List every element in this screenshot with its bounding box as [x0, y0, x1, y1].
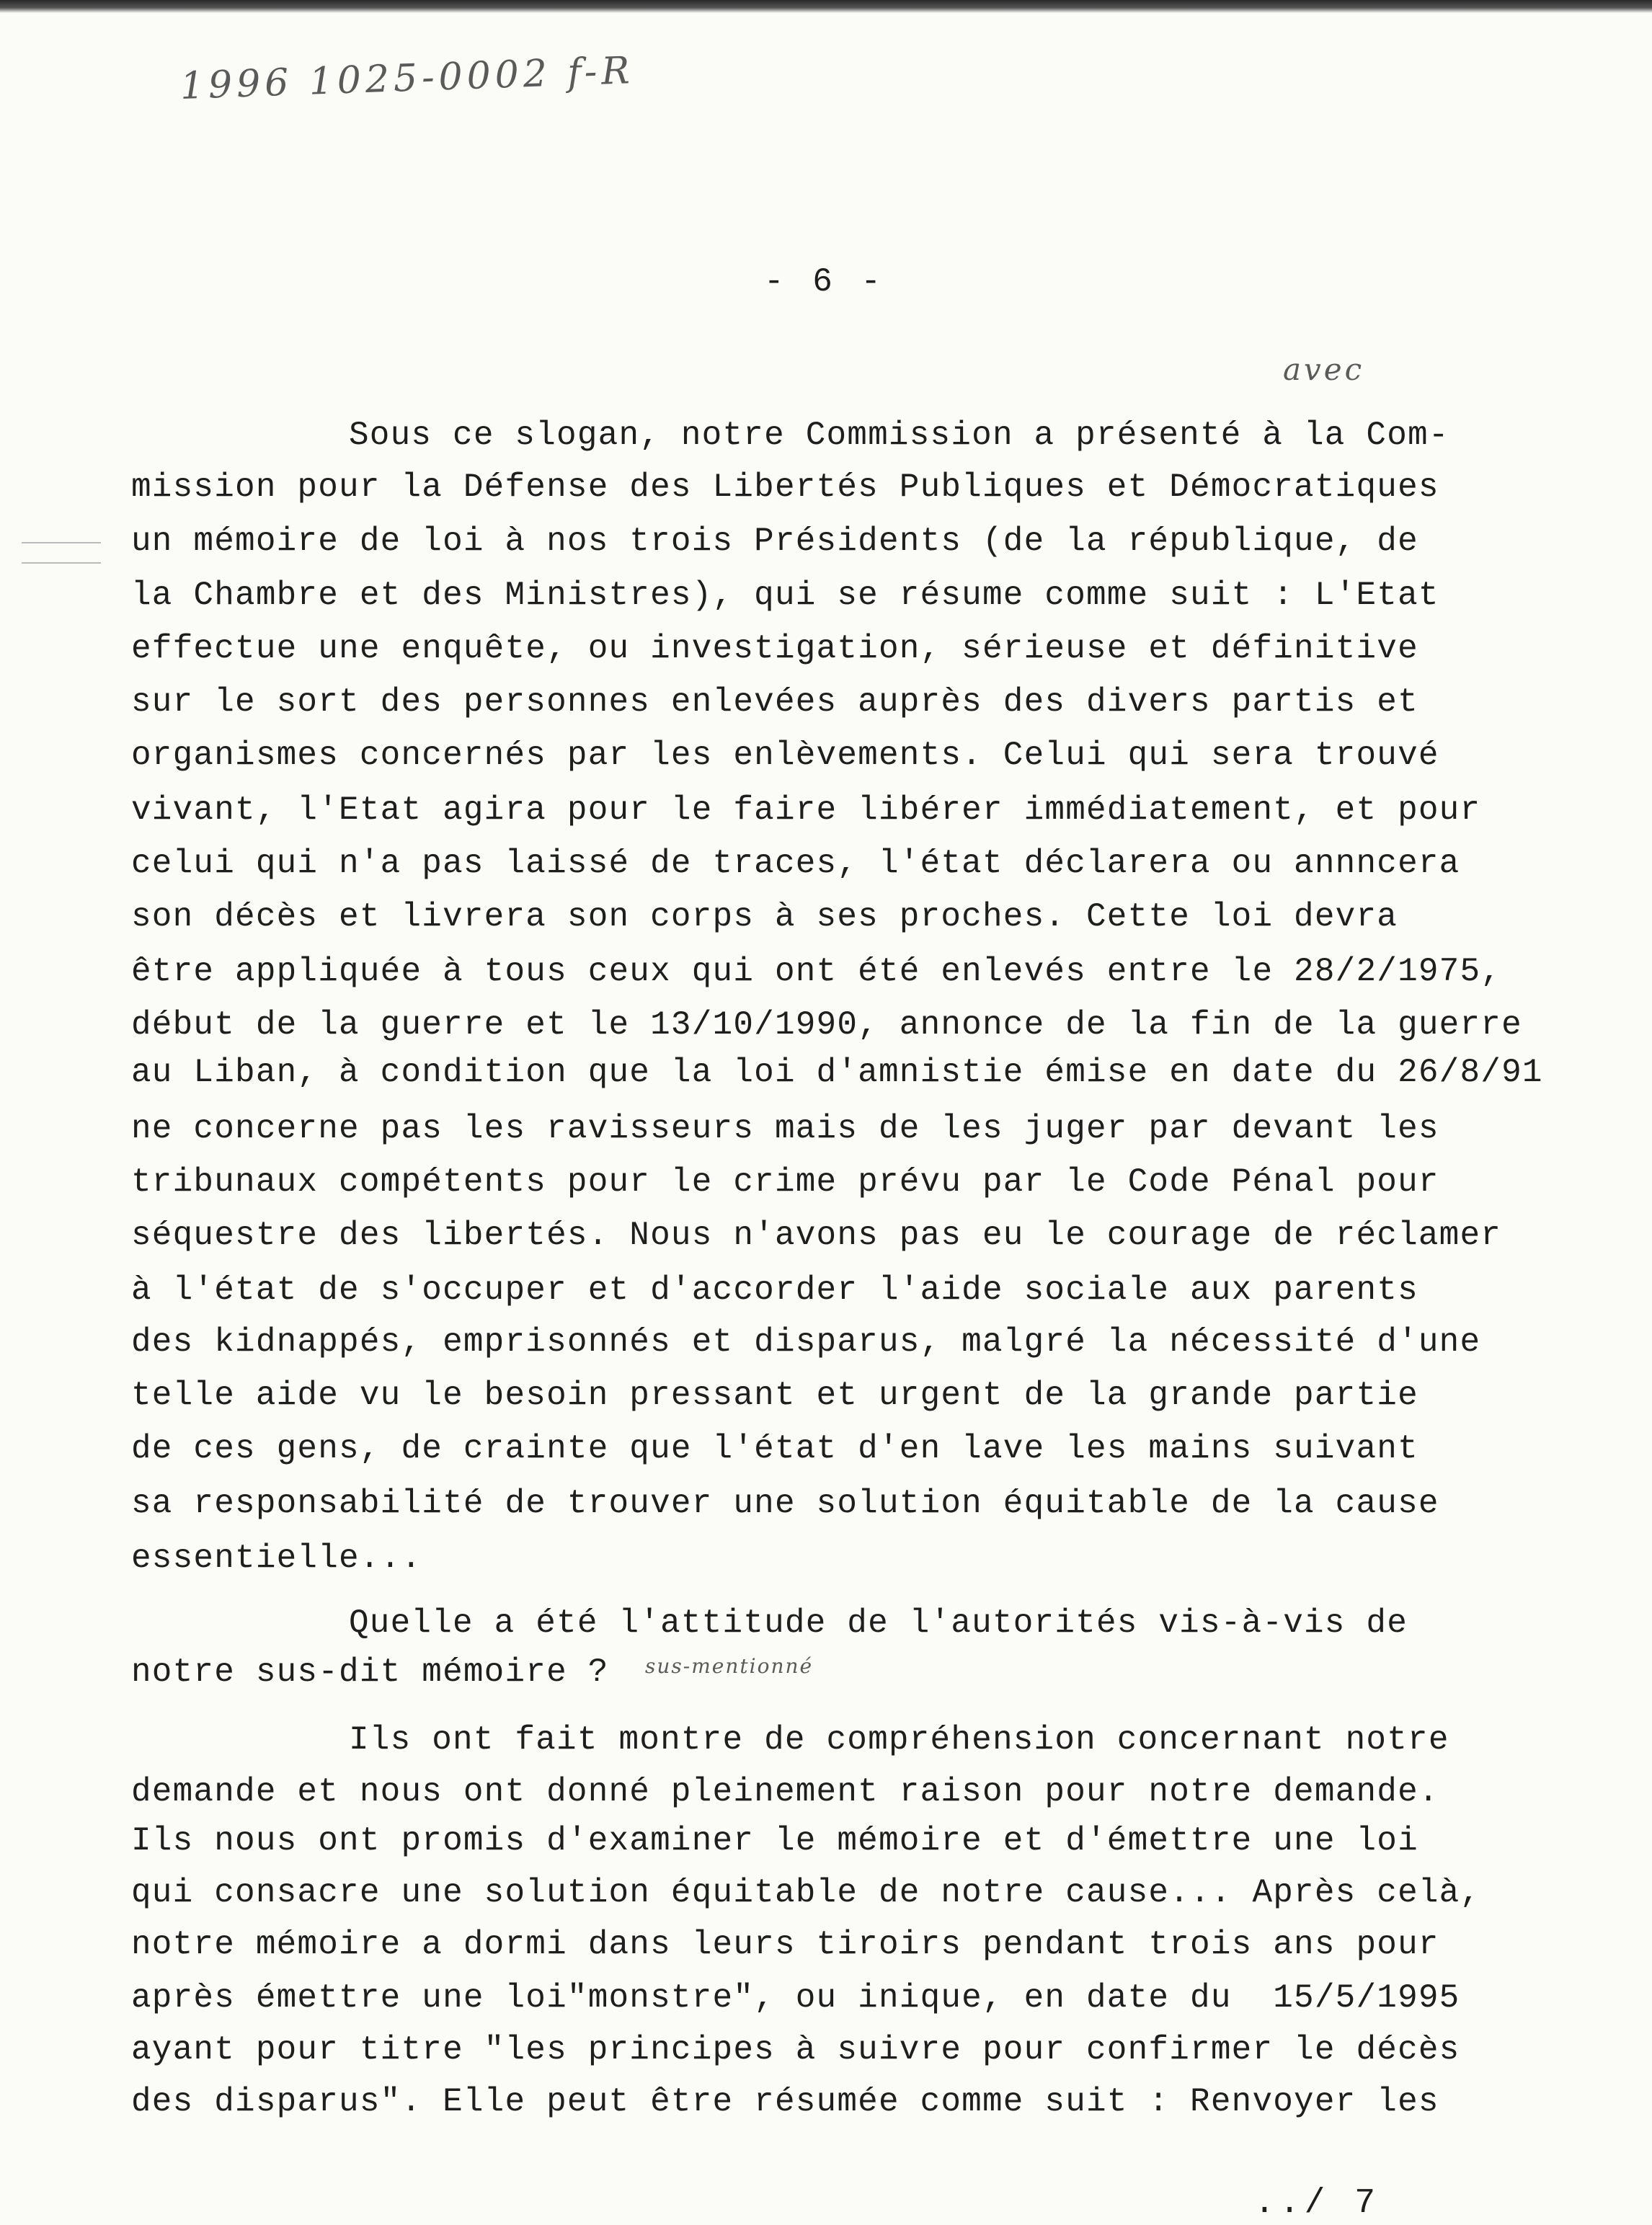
- body-line-1: Sous ce slogan, notre Commission a présenté à la Com-: [349, 417, 1449, 454]
- body-line-27: Ils nous ont promis d'examiner le mémoire et d'émettre une loi: [131, 1822, 1418, 1860]
- handwritten-reference-number: 1996 1025-0002 f-R: [179, 49, 635, 108]
- body-line-6: sur le sort des personnes enlevées auprès des divers partis et: [131, 683, 1418, 721]
- body-line-16: séquestre des libertés. Nous n'avons pas eu le courage de réclamer: [131, 1217, 1502, 1254]
- body-line-31: ayant pour titre "les principes à suivre pour confirmer le décès: [131, 2031, 1460, 2069]
- body-line-20: de ces gens, de crainte que l'état d'en lave les mains suivant: [131, 1430, 1418, 1467]
- body-line-7: organismes concernés par les enlèvements. Celui qui sera trouvé: [131, 737, 1439, 774]
- body-line-19: telle aide vu le besoin pressant et urgent de la grande partie: [131, 1377, 1418, 1414]
- body-line-32: des disparus". Elle peut être résumée comme suit : Renvoyer les: [131, 2083, 1439, 2120]
- body-line-25: Ils ont fait montre de compréhension concernant notre: [349, 1721, 1449, 1759]
- margin-mark: [22, 562, 101, 564]
- body-line-12: début de la guerre et le 13/10/1990, annonce de la fin de la guerre: [131, 1006, 1522, 1044]
- body-line-4: la Chambre et des Ministres), qui se résume comme suit : L'Etat: [131, 577, 1439, 614]
- body-line-24: notre sus-dit mémoire ?: [131, 1653, 609, 1691]
- body-line-23: Quelle a été l'attitude de l'autorités vis-à-vis de: [349, 1604, 1408, 1642]
- body-line-15: tribunaux compétents pour le crime prévu par le Code Pénal pour: [131, 1163, 1439, 1201]
- page-number: - 6 -: [764, 263, 886, 301]
- body-line-14: ne concerne pas les ravisseurs mais de les juger par devant les: [131, 1110, 1439, 1147]
- body-line-22: essentielle...: [131, 1540, 422, 1577]
- scan-top-edge: [0, 0, 1652, 13]
- body-line-17: à l'état de s'occuper et d'accorder l'aide sociale aux parents: [131, 1271, 1418, 1309]
- body-line-11: être appliquée à tous ceux qui ont été enlevés entre le 28/2/1975,: [131, 953, 1502, 990]
- body-line-3: un mémoire de loi à nos trois Présidents (de la république, de: [131, 523, 1418, 560]
- body-line-9: celui qui n'a pas laissé de traces, l'état déclarera ou annncera: [131, 845, 1460, 882]
- body-line-30: après émettre une loi"monstre", ou inique, en date du 15/5/1995: [131, 1979, 1460, 2017]
- handwritten-note-sus-mentionne: sus-mentionné: [645, 1654, 814, 1678]
- body-line-2: mission pour la Défense des Libertés Publiques et Démocratiques: [131, 468, 1439, 506]
- body-line-26: demande et nous ont donné pleinement raison pour notre demande.: [131, 1773, 1439, 1811]
- handwritten-note-avec: avec: [1283, 352, 1365, 387]
- body-line-10: son décès et livrera son corps à ses proches. Cette loi devra: [131, 898, 1398, 936]
- margin-mark: [22, 542, 101, 543]
- body-line-13: au Liban, à condition que la loi d'amnistie émise en date du 26/8/91: [131, 1054, 1543, 1091]
- body-line-8: vivant, l'Etat agira pour le faire libérer immédiatement, et pour: [131, 791, 1481, 829]
- continuation-marker: ../ 7: [1254, 2184, 1380, 2223]
- body-line-18: des kidnappés, emprisonnés et disparus, malgré la nécessité d'une: [131, 1323, 1481, 1361]
- body-line-28: qui consacre une solution équitable de notre cause... Après celà,: [131, 1874, 1481, 1911]
- body-line-21: sa responsabilité de trouver une solution équitable de la cause: [131, 1485, 1439, 1522]
- body-line-5: effectue une enquête, ou investigation, sérieuse et définitive: [131, 630, 1418, 667]
- body-line-29: notre mémoire a dormi dans leurs tiroirs pendant trois ans pour: [131, 1926, 1439, 1963]
